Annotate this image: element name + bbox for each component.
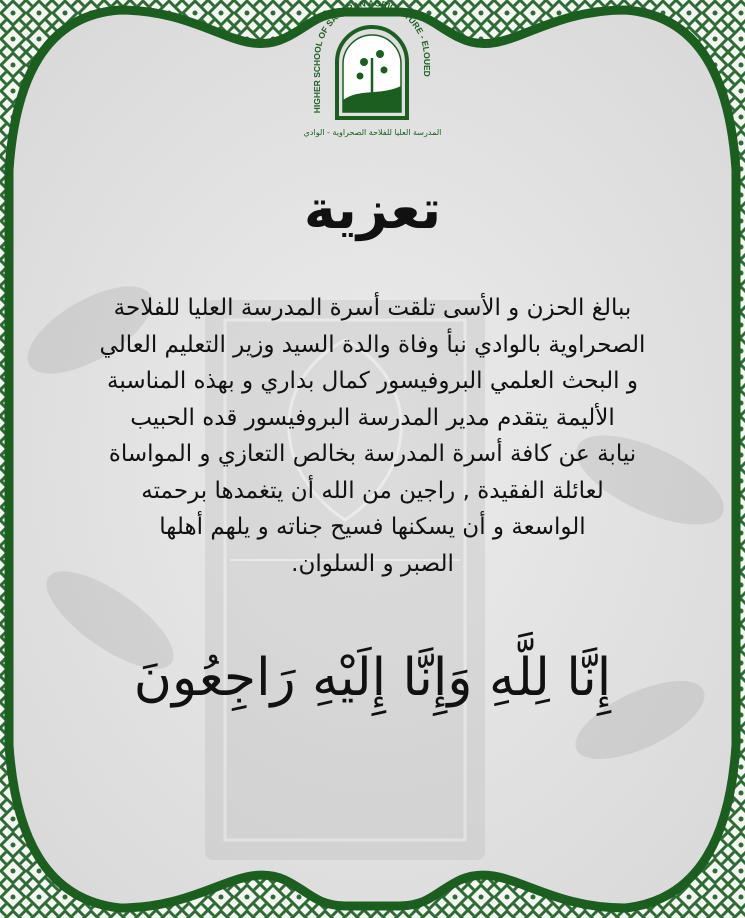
message-line: الصبر و السلوان. xyxy=(291,550,454,577)
page-title: تعزية xyxy=(303,178,442,241)
logo-arc-text: HIGHER SCHOOL OF SAHARAN AGRICULTURE - ELOUED xyxy=(311,0,433,114)
quran-verse: إِنَّا لِلَّهِ وَإِنَّا إِلَيْهِ رَاجِعُونَ xyxy=(133,648,612,708)
message-line: و البحث العلمي البروفيسور كمال بداري و بهذه المناسبة xyxy=(107,368,638,394)
message-line: لعائلة الفقيدة , راجين من الله أن يتغمدها برحمته xyxy=(141,477,604,504)
message-line: نيابة عن كافة أسرة المدرسة بخالص التعازي و المواساة xyxy=(108,441,637,467)
message-line: الواسعة و أن يسكنها فسيح جناته و يلهم أهلها xyxy=(159,514,586,540)
message-line: ببالغ الحزن و الأسى تلقت أسرة المدرسة العليا للفلاحة xyxy=(113,295,632,321)
condolence-message xyxy=(30,290,715,582)
message-line: الصحراوية بالوادي نبأ وفاة والدة السيد وزير التعليم العالي xyxy=(99,331,646,358)
message-line: الأليمة يتقدم مدير المدرسة البروفيسور قده الحبيب xyxy=(130,404,615,431)
logo-subtitle: المدرسة العليا للفلاحة الصحراوية - الوادي xyxy=(303,128,442,137)
